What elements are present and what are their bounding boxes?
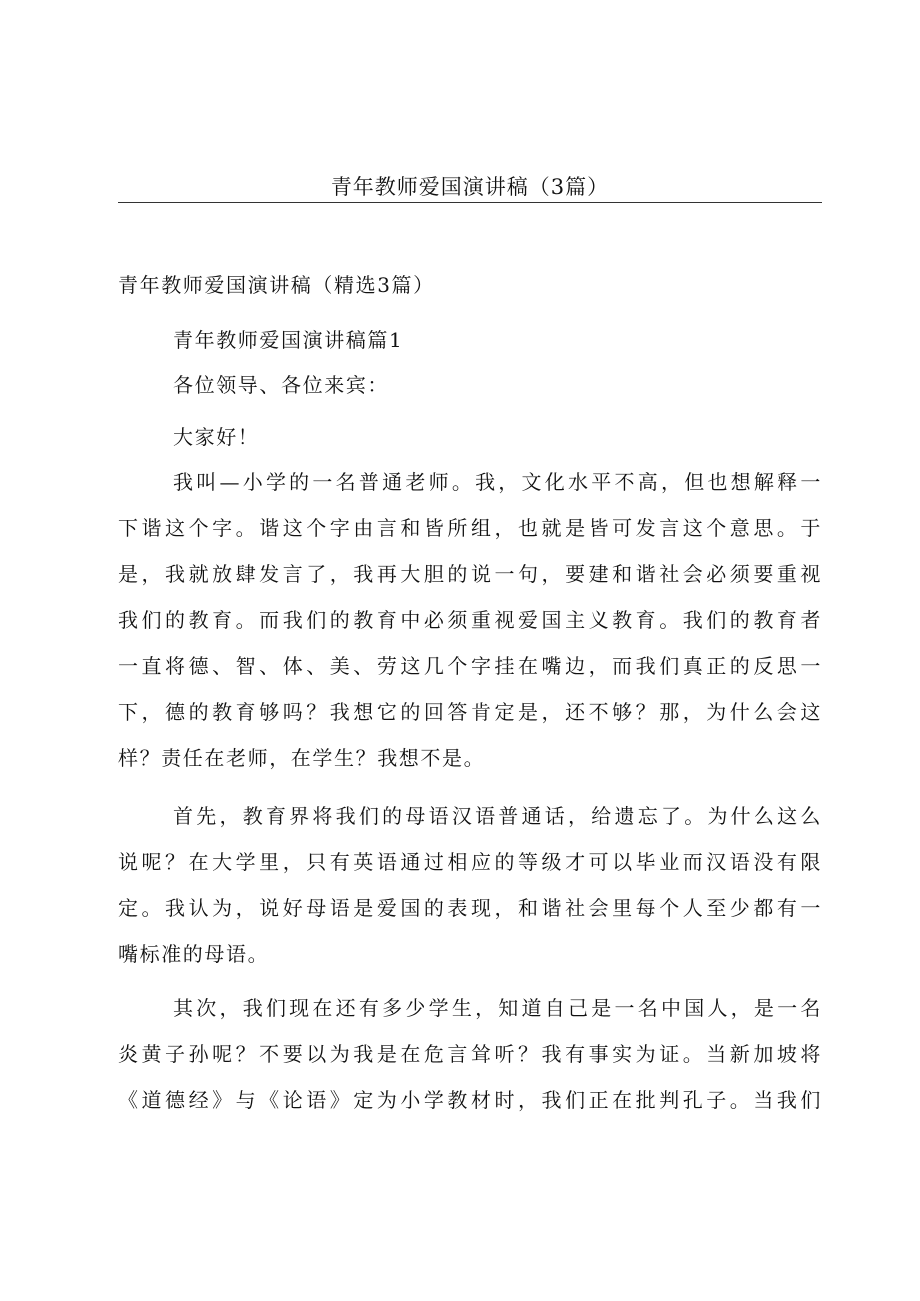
document-subtitle: 青年教师爱国演讲稿（精选3篇） <box>118 273 435 297</box>
paragraph-line: 《道德经》与《论语》定为小学教材时，我们正在批判孔子。当我们 <box>118 1088 822 1112</box>
salutation: 各位领导、各位来宾： <box>173 373 389 397</box>
paragraph-line: 下谐这个字。谐这个字由言和皆所组，也就是皆可发言这个意思。于 <box>118 516 822 540</box>
paragraph-line: 我叫—小学的一名普通老师。我，文化水平不高，但也想解释一 <box>173 470 822 494</box>
paragraph-line: 首先，教育界将我们的母语汉语普通话，给遗忘了。为什么这么 <box>173 804 822 828</box>
paragraph-line: 是，我就放肆发言了，我再大胆的说一句，要建和谐社会必须要重视 <box>118 562 822 586</box>
page-title: 青年教师爱国演讲稿（3篇） <box>330 175 610 199</box>
paragraph-line: 样？责任在老师，在学生？我想不是。 <box>118 746 486 770</box>
page-header <box>118 168 822 203</box>
paragraph-line: 说呢？在大学里，只有英语通过相应的等级才可以毕业而汉语没有限 <box>118 850 822 874</box>
paragraph-line: 下，德的教育够吗？我想它的回答肯定是，还不够？那，为什么会这 <box>118 700 822 724</box>
greeting: 大家好！ <box>173 425 260 449</box>
paragraph-line: 我们的教育。而我们的教育中必须重视爱国主义教育。我们的教育者 <box>118 608 822 632</box>
paragraph-line: 其次，我们现在还有多少学生，知道自己是一名中国人，是一名 <box>173 996 822 1020</box>
paragraph-line: 嘴标准的母语。 <box>118 942 270 966</box>
paragraph-line: 炎黄子孙呢？不要以为我是在危言耸听？我有事实为证。当新加坡将 <box>118 1042 822 1066</box>
paragraph-line: 定。我认为，说好母语是爱国的表现，和谐社会里每个人至少都有一 <box>118 896 822 920</box>
paragraph-line: 一直将德、智、体、美、劳这几个字挂在嘴边，而我们真正的反思一 <box>118 654 822 678</box>
section-heading: 青年教师爱国演讲稿篇1 <box>173 328 404 352</box>
